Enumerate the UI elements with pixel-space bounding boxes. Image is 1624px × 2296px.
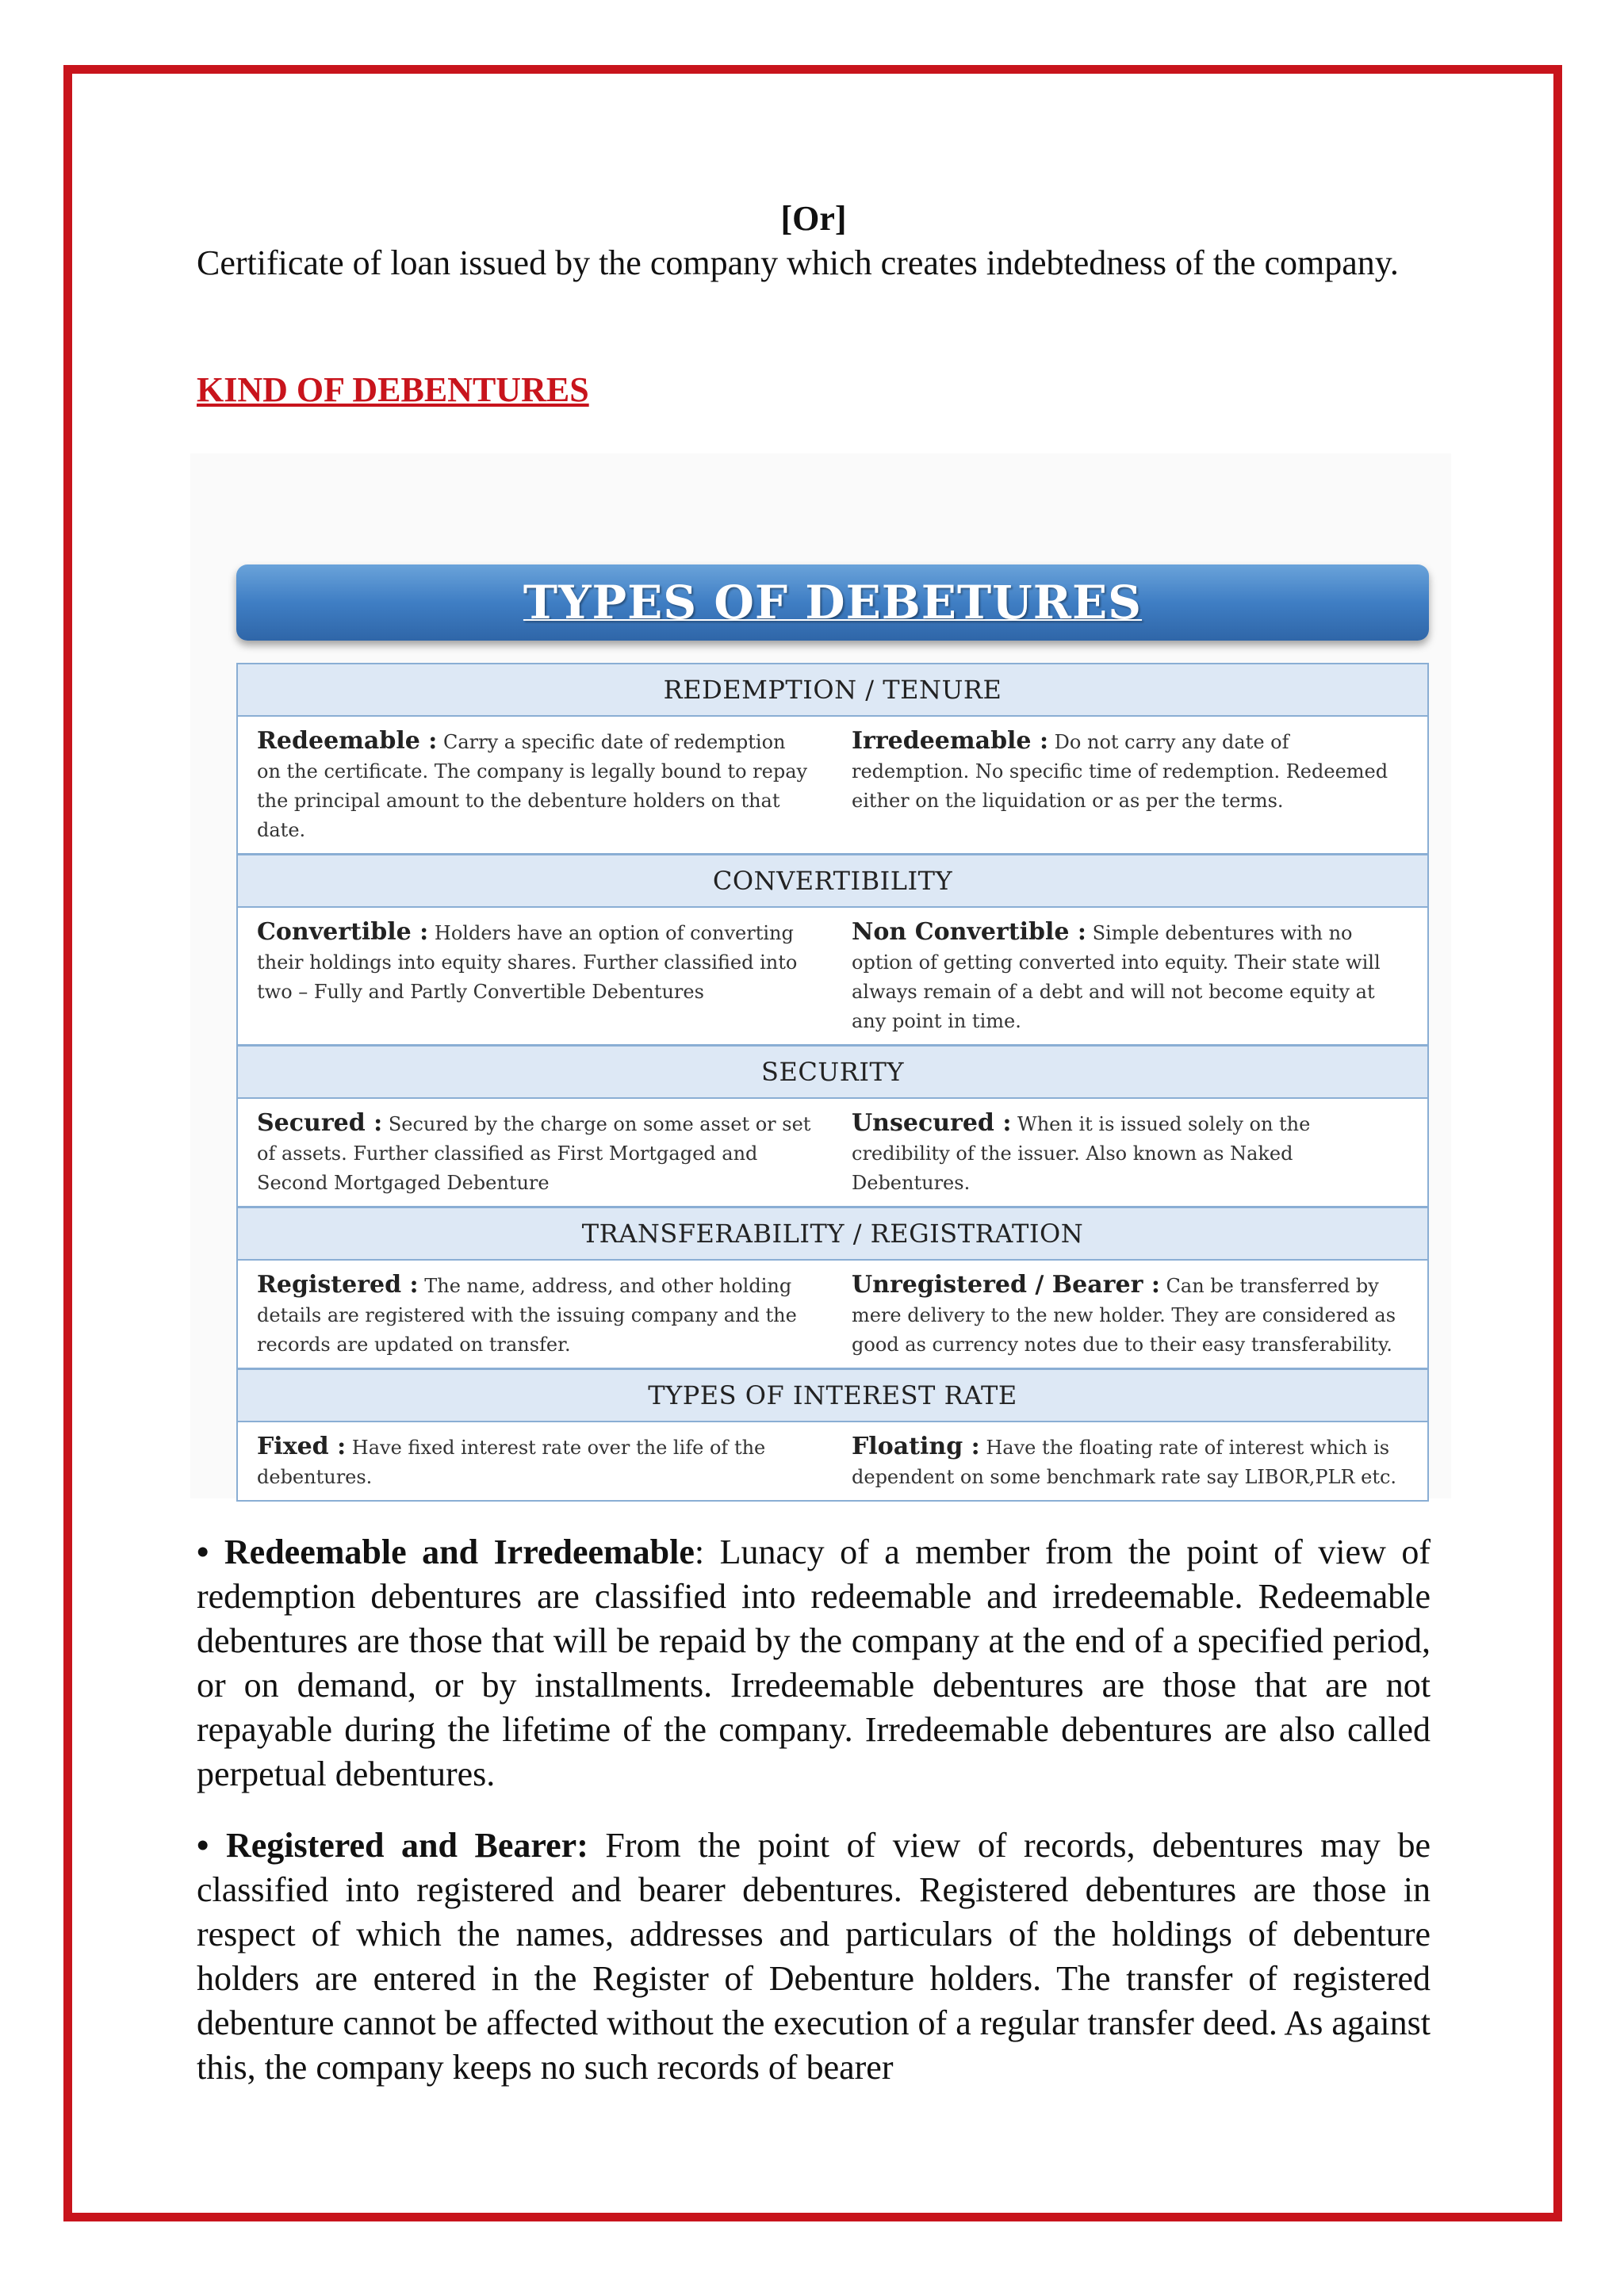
type-description: Carry a specific date of redemption on the certificate. The company is legally bound to repay the principal amount to the debenture holders on that date. [257,731,808,841]
type-cell-left [238,726,833,845]
bullet-registered [197,1823,1431,2090]
type-cell-right [833,1108,1427,1198]
type-description: When it is issued solely on the credibility of the issuer. Also known as Naked Debentures. [852,1113,1311,1194]
bullet-lead: • Redeemable and Irredeemable [197,1533,695,1571]
bullet-paragraph [197,1823,1431,2090]
type-term: Redeemable : [257,727,438,755]
category-header: REDEMPTION / TENURE [238,664,1427,717]
type-cell-left [238,1432,833,1492]
infographic-title: TYPES OF DEBETURES [523,576,1143,629]
bullet-text: Lunacy of a member from the point of view of redemption debentures are classified into redeemable and irredeemable. Redeemable debentures are those that will be repaid by the company at the end of a specified period, or on demand, or by installments. Irredeemable debentures are those that are not repayable during the lifetime of the company. Irredeemable debentures are also called perpetual debentures. [197,1533,1431,1793]
type-cell-right [833,726,1427,845]
type-term: Secured : [257,1109,383,1137]
type-description: Do not carry any date of redemption. No specific time of redemption. Redeemed either on the liquidation or as per the terms. [852,731,1388,812]
type-term: Irredeemable : [852,727,1049,755]
or-label: [Or] [780,199,847,238]
category-header: CONVERTIBILITY [238,855,1427,908]
bullet-separator: : [694,1533,705,1571]
type-cell-left [238,917,833,1036]
category-row [238,717,1427,855]
type-description: Simple debentures with no option of getting converted into equity. Their state will always remain of a debt and will not become equity at any point in time. [852,922,1381,1032]
category-header: SECURITY [238,1047,1427,1099]
type-term: Unregistered / Bearer : [852,1271,1160,1299]
type-cell-left [238,1108,833,1198]
type-description: Secured by the charge on some asset or set of assets. Further classified as First Mortgaged and Second Mortgaged Debenture [257,1113,811,1194]
bullet-text: From the point of view of records, debentures may be classified into registered and bearer debentures. Registered debentures are those in respect of which the names, addresses and particulars of the holdings of debenture holders are entered in the Register of Debenture holders. The transfer of registered debenture cannot be affected without the execution of a regular transfer deed. As against this, the company keeps no such records of bearer [197,1826,1431,2087]
type-description: Have fixed interest rate over the life of the debentures. [257,1437,766,1488]
type-term: Floating : [852,1433,980,1460]
bullet-lead: • Registered and Bearer: [197,1826,588,1865]
type-term: Fixed : [257,1433,347,1460]
category-row [238,908,1427,1047]
type-cell-right [833,917,1427,1036]
section-heading: KIND OF DEBENTURES [197,370,589,409]
infographic-banner [236,564,1429,641]
category-row [238,1099,1427,1208]
type-cell-right [833,1432,1427,1492]
type-term: Convertible : [257,918,429,946]
type-term: Unsecured : [852,1109,1012,1137]
intro-block [197,197,1431,412]
definition-text: Certificate of loan issued by the company which creates indebtedness of the company. [197,243,1399,282]
category-header: TYPES OF INTEREST RATE [238,1370,1427,1422]
category-row [238,1422,1427,1500]
type-description: Can be transferred by mere delivery to the new holder. They are considered as good as currency notes due to their easy transferability. [852,1275,1396,1356]
debenture-types-infographic [190,453,1451,1498]
type-cell-left [238,1270,833,1360]
debenture-types-table [236,663,1429,1502]
type-description: Have the floating rate of interest which is dependent on some benchmark rate say LIBOR,PLR etc. [852,1437,1397,1488]
type-term: Registered : [257,1271,419,1299]
type-term: Non Convertible : [852,918,1086,946]
bullet-paragraph [197,1530,1431,1797]
type-description: The name, address, and other holding details are registered with the issuing company and the records are updated on transfer. [257,1275,797,1356]
type-cell-right [833,1270,1427,1360]
bullet-redeemable [197,1530,1431,1797]
category-row [238,1261,1427,1370]
category-header: TRANSFERABILITY / REGISTRATION [238,1208,1427,1261]
type-description: Holders have an option of converting their holdings into equity shares. Further classified into two – Fully and Partly Convertible Debentures [257,922,798,1003]
